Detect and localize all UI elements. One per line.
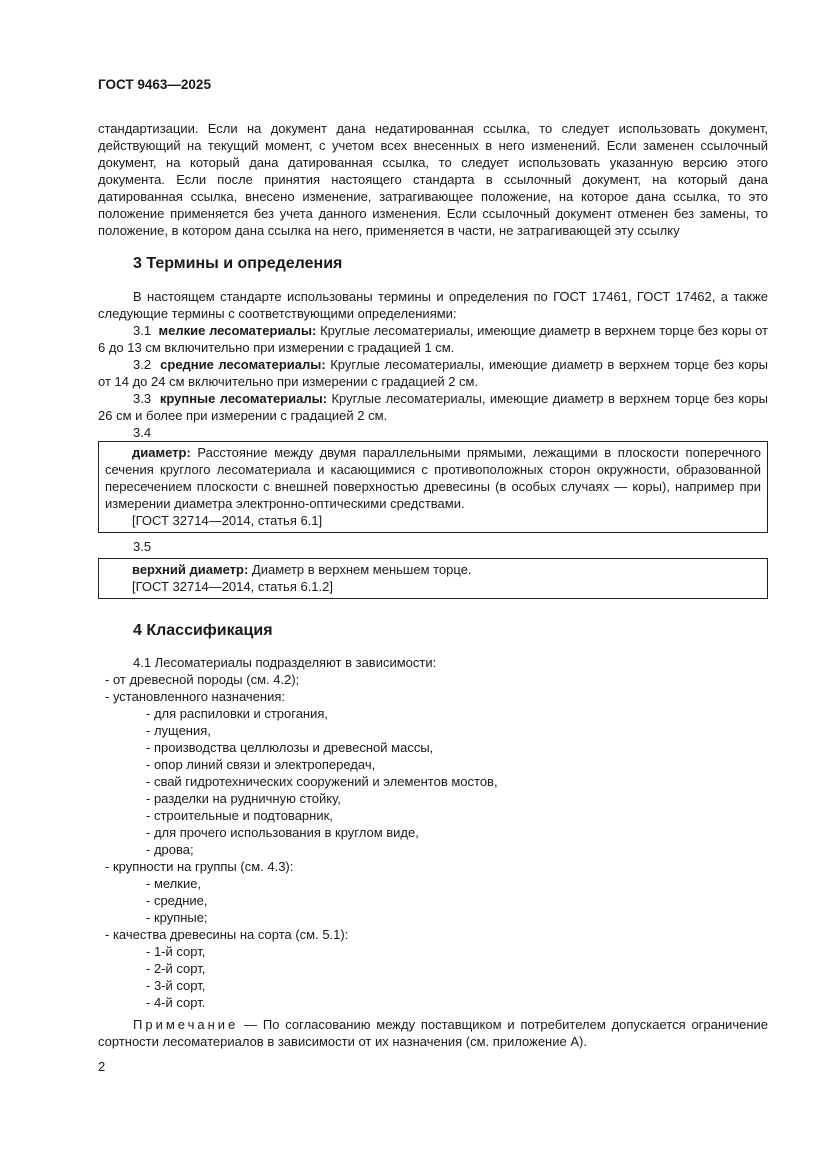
- list-item: - 2-й сорт,: [146, 961, 206, 976]
- term-3-5-number: 3.5: [133, 539, 152, 554]
- term-3-4-box: [98, 441, 768, 533]
- term-3-4-definition: диаметр: Расстояние между двумя параллельными прямыми, лежащими в плоскости поперечного сечения круглого лесоматериала и касающимися с противоположных сторон окружности, образованной пересечением плоскости с внешней поверхностью древесины (в особых случаях — коры), например при измерении диаметра электронно-оптическими средствами.: [105, 445, 761, 511]
- note: Примечание — По согласованию между поставщиком и потребителем допускается ограничение сортности лесоматериалов в зависимости от их назначения (см. приложение А).: [98, 1017, 768, 1049]
- section-3-intro: В настоящем стандарте использованы термины и определения по ГОСТ 17461, ГОСТ 17462, а также следующие термины с соответствующими определениями:: [98, 289, 768, 321]
- term-3-5-source: [ГОСТ 32714—2014, статья 6.1.2]: [132, 579, 333, 594]
- list-item: - для распиловки и строгания,: [146, 706, 329, 721]
- list-item: - производства целлюлозы и древесной массы,: [146, 740, 434, 755]
- list-item: - опор линий связи и электропередач,: [146, 757, 376, 772]
- section-4-body: [98, 654, 768, 1050]
- list-item: - от древесной породы (см. 4.2);: [105, 672, 300, 687]
- list-item: - средние,: [146, 893, 208, 908]
- classification-list: [98, 671, 768, 1011]
- list-item: - разделки на рудничную стойку,: [146, 791, 341, 806]
- term-3-5-box: [98, 558, 768, 599]
- list-item: - для прочего использования в круглом виде,: [146, 825, 419, 840]
- list-item: - крупности на группы (см. 4.3):: [105, 859, 294, 874]
- term-3-4-number: 3.4: [133, 425, 152, 440]
- paragraph-text: стандартизации. Если на документ дана недатированная ссылка, то следует использовать документ, действующий на текущий момент, с учетом всех внесенных в него изменений. Если заменен ссылочный документ, на который дана датированная ссылка, то следует использовать указанную версию этого документа. Если после принятия настоящего стандарта в ссылочный документ, на который дана датированная ссылка, внесено изменение, затрагивающее положение, на которое дана ссылка, то это положение применяется без учета данного изменения. Если ссылочный документ отменен без замены, то положение, в котором дана ссылка на него, применяется в части, не затрагивающей эту ссылку: [98, 121, 768, 238]
- list-item: - дрова;: [146, 842, 194, 857]
- list-item: - свай гидротехнических сооружений и элементов мостов,: [146, 774, 498, 789]
- term-3-5-definition: верхний диаметр: Диаметр в верхнем меньшем торце.: [132, 562, 472, 577]
- term-3-3: 3.3 крупные лесоматериалы: Круглые лесоматериалы, имеющие диаметр в верхнем торце без коры 26 см и более при измерении с градацией 2 см.: [98, 391, 768, 423]
- term-3-4-source: [ГОСТ 32714—2014, статья 6.1]: [132, 513, 323, 528]
- list-item: - строительные и подтоварник,: [146, 808, 333, 823]
- list-item: - крупные;: [146, 910, 208, 925]
- intro-paragraph: [98, 120, 768, 239]
- term-3-1: 3.1 мелкие лесоматериалы: Круглые лесоматериалы, имеющие диаметр в верхнем торце без коры от 6 до 13 см включительно при измерении с градацией 1 см.: [98, 323, 768, 355]
- document-header: ГОСТ 9463—2025: [98, 77, 211, 92]
- list-item: - 3-й сорт,: [146, 978, 206, 993]
- list-item: - лущения,: [146, 723, 211, 738]
- section-3-heading: 3 Термины и определения: [133, 255, 343, 272]
- section-3-body: [98, 288, 768, 599]
- term-3-2: 3.2 средние лесоматериалы: Круглые лесоматериалы, имеющие диаметр в верхнем торце без коры от 14 до 24 см включительно при измерении с градацией 2 см.: [98, 357, 768, 389]
- list-item: - установленного назначения:: [105, 689, 285, 704]
- list-item: - 1-й сорт,: [146, 944, 206, 959]
- list-item: - 4-й сорт.: [146, 995, 206, 1010]
- page-number: 2: [98, 1059, 106, 1074]
- list-item: - качества древесины на сорта (см. 5.1):: [105, 927, 349, 942]
- section-4-heading: 4 Классификация: [133, 622, 273, 639]
- section-4-lead: 4.1 Лесоматериалы подразделяют в зависимости:: [133, 655, 437, 670]
- list-item: - мелкие,: [146, 876, 202, 891]
